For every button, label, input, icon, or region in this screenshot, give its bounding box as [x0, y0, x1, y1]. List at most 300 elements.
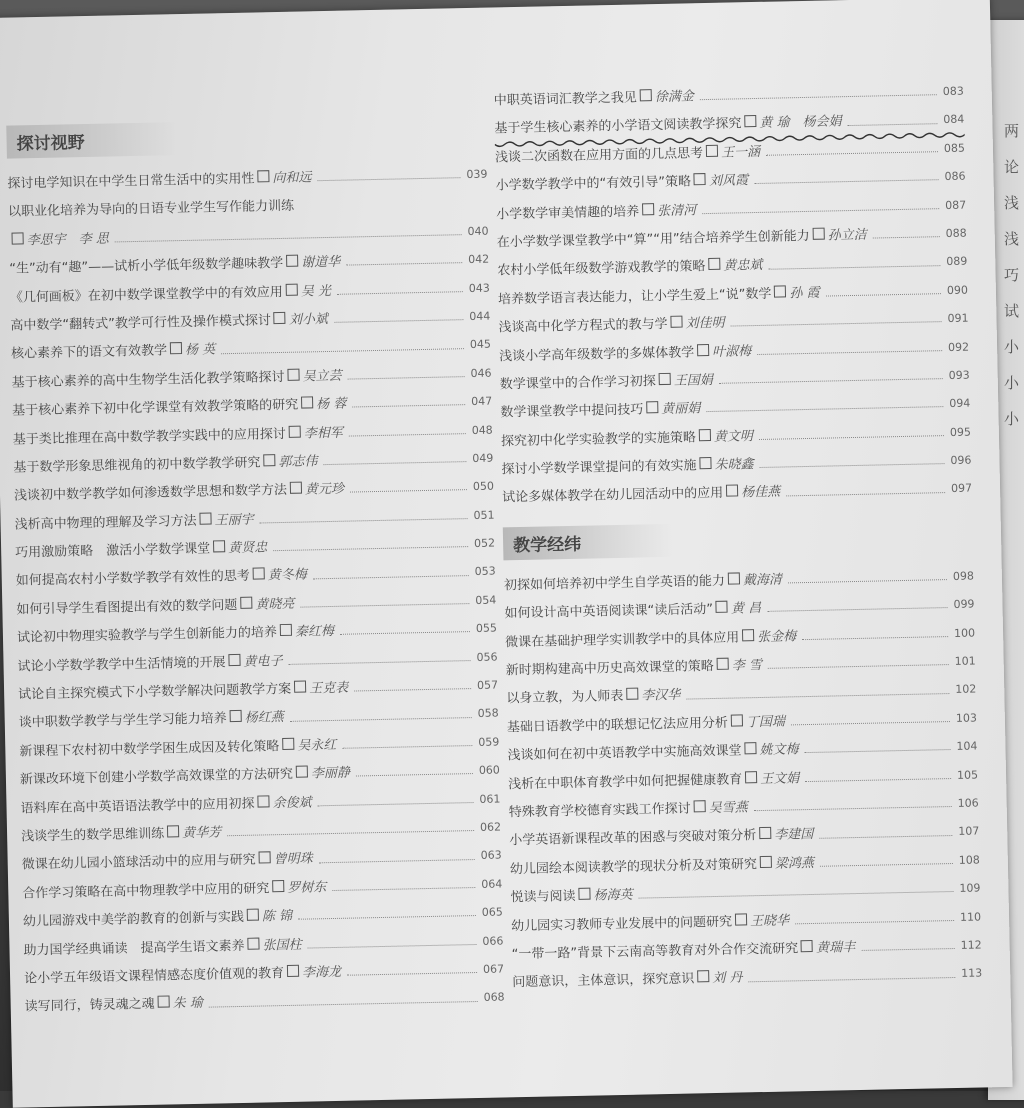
entry-title: 浅谈初中数学教学如何渗透数学思想和数学方法: [13, 483, 288, 504]
entry-page-number: 054: [475, 593, 497, 607]
entry-page-number: 109: [959, 881, 981, 896]
leader-dots: [748, 976, 955, 982]
entry-author: 秦红梅: [294, 624, 335, 640]
entry-title: 小学数学审美情趣的培养: [496, 204, 640, 223]
entry-author: 刘佳明: [685, 315, 725, 332]
entry-author: 王晓华: [749, 913, 790, 929]
entry-author: 朱晓鑫: [714, 457, 754, 474]
entry-author: 黄晓亮: [255, 596, 295, 613]
separator-box-icon: [728, 572, 740, 584]
entry-page-number: 113: [961, 966, 983, 981]
entry-author: 吴永红: [297, 737, 337, 754]
separator-box-icon: [247, 909, 259, 921]
leader-dots: [227, 829, 474, 836]
entry-page-number: 110: [959, 909, 982, 924]
next-page-fragment: 小: [1004, 338, 1020, 356]
entry-author: 梁鸿燕: [774, 855, 815, 872]
entry-page-number: 049: [472, 451, 494, 465]
entry-title: 探究初中化学实验教学的实施策略: [500, 429, 697, 450]
entry-author: 黄 昌: [730, 601, 762, 617]
entry-author: 王克表: [308, 680, 349, 697]
separator-box-icon: [626, 688, 638, 700]
leader-dots: [313, 574, 469, 579]
entry-title: 试论多媒体教学在幼儿园活动中的应用: [502, 486, 724, 506]
leader-dots: [273, 545, 468, 551]
left-column: [6, 110, 505, 1025]
entry-title: 农村小学低年级数学游戏教学的策略: [497, 259, 706, 279]
entry-author: 杨佳燕: [740, 485, 781, 501]
entry-author: 黄忠斌: [723, 258, 763, 275]
separator-box-icon: [578, 888, 590, 900]
entry-author: 丁国瑞: [745, 714, 786, 731]
leader-dots: [308, 943, 477, 949]
entry-title: 幼儿园实习教师专业发展中的问题研究: [510, 914, 733, 934]
separator-box-icon: [760, 856, 772, 868]
separator-box-icon: [253, 568, 265, 580]
entry-page-number: 048: [471, 423, 493, 437]
entry-author: 李丽静: [310, 765, 351, 782]
entry-author: 曾明珠: [273, 851, 313, 868]
leader-dots: [346, 262, 462, 266]
entry-author: 王一涵: [720, 144, 761, 161]
entry-title: 合作学习策略在高中物理教学中应用的研究: [22, 881, 270, 902]
separator-box-icon: [280, 624, 292, 636]
separator-box-icon: [11, 232, 23, 244]
entry-page-number: 101: [954, 654, 976, 668]
leader-dots: [768, 264, 940, 270]
leader-dots: [209, 1000, 478, 1008]
entry-page-number: 108: [958, 853, 980, 867]
entry-page-number: 092: [947, 340, 970, 354]
entry-author: 王文娟: [759, 770, 800, 787]
leader-dots: [298, 914, 476, 920]
entry-author: 吴雪燕: [708, 800, 748, 817]
entry-page-number: 039: [466, 167, 488, 182]
separator-box-icon: [274, 312, 286, 324]
entry-page-number: 053: [474, 565, 496, 579]
entry-author: 罗树东: [287, 879, 327, 896]
entry-title: 《几何画板》在初中数学课堂教学中的有效应用: [9, 284, 283, 306]
separator-box-icon: [286, 283, 298, 295]
entry-author: 吴 光: [300, 283, 332, 300]
leader-dots: [788, 578, 947, 583]
entry-page-number: 094: [949, 396, 971, 411]
entry-page-number: 042: [468, 252, 490, 267]
entry-page-number: 043: [468, 281, 490, 295]
separator-box-icon: [289, 425, 301, 437]
entry-page-number: 057: [476, 678, 499, 692]
entry-author: 杨海英: [593, 887, 633, 904]
entry-page-number: 095: [949, 425, 972, 439]
entry-page-number: 096: [950, 453, 972, 468]
entry-title: 语料库在高中英语语法教学中的应用初探: [20, 796, 255, 817]
separator-box-icon: [699, 429, 711, 441]
next-page-fragment: 浅: [1004, 230, 1020, 248]
leader-dots: [820, 862, 953, 867]
leader-dots: [795, 919, 954, 924]
separator-box-icon: [257, 795, 269, 807]
entry-author: 黄冬梅: [267, 567, 307, 584]
toc-list: [7, 163, 505, 1025]
entry-author: 王国娟: [673, 372, 713, 389]
entry-author: 黄丽娟: [661, 401, 701, 418]
entry-title: 高中数学“翻转式”教学可行性及操作模式探讨: [10, 313, 272, 334]
entry-title: 培养数学语言表达能力，让小学生爱上“说”数学: [497, 286, 772, 308]
entry-title: 如何设计高中英语阅读课“读后活动”: [504, 602, 714, 622]
leader-dots: [350, 489, 467, 493]
entry-author: 孙 霞: [789, 285, 820, 302]
entry-title: 新时期构建高中历史高效课堂的策略: [505, 659, 714, 679]
leader-dots: [342, 744, 472, 749]
separator-box-icon: [801, 940, 813, 952]
entry-page-number: 112: [960, 938, 982, 952]
entry-title: 初探如何培养初中学生自学英语的能力: [503, 573, 726, 594]
leader-dots: [300, 602, 469, 608]
entry-page-number: 100: [953, 626, 976, 640]
entry-page-number: 045: [469, 337, 492, 352]
separator-box-icon: [717, 658, 729, 670]
leader-dots: [352, 403, 465, 407]
entry-title: 悦读与阅读: [510, 889, 576, 906]
entry-author: 刘 丹: [712, 970, 743, 987]
leader-dots: [702, 207, 939, 214]
entry-page-number: 047: [471, 394, 493, 409]
leader-dots: [348, 375, 465, 379]
separator-box-icon: [731, 714, 743, 726]
entry-author: 杨红燕: [244, 710, 284, 727]
leader-dots: [323, 460, 466, 465]
separator-box-icon: [290, 482, 302, 494]
leader-dots: [767, 607, 947, 613]
next-page-fragment: 小: [1004, 410, 1020, 428]
entry-title: 基于核心素养的高中生物学生活化教学策略探讨: [11, 369, 285, 391]
leader-dots: [719, 377, 943, 384]
separator-box-icon: [726, 485, 738, 497]
toc-list: [504, 564, 983, 1000]
entry-author: 张金梅: [756, 628, 797, 645]
entry-title: 试论自主探究模式下小学数学解决问题教学方案: [18, 681, 292, 703]
entry-title: 论小学五年级语文课程情感态度价值观的教育: [23, 965, 285, 987]
next-page-fragment: 论: [1004, 158, 1020, 176]
leader-dots: [221, 347, 464, 354]
entry-title: 新课改环境下创建小学数学高效课堂的方法研究: [19, 767, 294, 788]
entry-page-number: 106: [957, 796, 979, 810]
entry-author: 黄电子: [243, 653, 283, 670]
separator-box-icon: [745, 771, 757, 783]
entry-page-number: 107: [958, 824, 980, 839]
entry-author: 黄元珍: [304, 481, 345, 498]
separator-box-icon: [659, 373, 671, 385]
leader-dots: [318, 801, 474, 806]
entry-author: 黄文明: [713, 428, 754, 445]
entry-page-number: 103: [955, 711, 978, 725]
separator-box-icon: [286, 255, 298, 267]
separator-box-icon: [282, 738, 294, 750]
leader-dots: [873, 235, 940, 238]
entry-title: 以身立教，为人师表: [506, 689, 624, 707]
entry-page-number: 090: [946, 283, 969, 297]
entry-title: 浅谈小学高年级数学的多媒体教学: [499, 344, 695, 364]
separator-box-icon: [708, 258, 720, 270]
separator-box-icon: [170, 342, 182, 354]
entry-title: 微课在幼儿园小篮球活动中的应用与研究: [21, 852, 256, 873]
separator-box-icon: [742, 629, 754, 641]
next-page-fragment: 两: [1004, 122, 1020, 140]
separator-box-icon: [287, 368, 299, 380]
separator-box-icon: [263, 454, 275, 466]
leader-dots: [848, 122, 938, 126]
entry-title: 基于核心素养下初中化学课堂有效教学策略的研究: [12, 397, 299, 419]
separator-box-icon: [213, 540, 225, 552]
leader-dots: [337, 290, 463, 295]
entry-title: 中职英语词汇教学之我见: [493, 90, 637, 109]
entry-author: 黄瑞丰: [815, 940, 856, 956]
leader-dots: [760, 462, 945, 468]
separator-box-icon: [697, 344, 709, 356]
entry-title: 数学课堂中的合作学习初探: [499, 374, 656, 393]
leader-dots: [757, 349, 942, 355]
separator-box-icon: [670, 316, 682, 328]
entry-title: 浅谈高中化学方程式的教与学: [498, 317, 668, 336]
entry-author: 李建国: [774, 827, 814, 844]
entry-title: 基于类比推理在高中数学教学实践中的应用探讨: [12, 426, 286, 448]
entry-page-number: 099: [953, 597, 975, 612]
entry-title: 幼儿园游戏中美学韵教育的创新与实践: [22, 910, 245, 930]
entry-title: 探讨小学数学课堂提问的有效实施: [501, 458, 697, 478]
leader-dots: [700, 93, 937, 100]
entry-author: 戴海清: [742, 572, 783, 589]
separator-box-icon: [158, 996, 170, 1008]
entry-title: 核心素养下的语文有效教学: [10, 343, 168, 362]
entry-title: 小学英语新课程改革的困惑与突破对策分析: [509, 828, 757, 849]
leader-dots: [289, 659, 471, 665]
entry-page-number: 088: [945, 226, 967, 240]
entry-author: 刘小斌: [288, 311, 329, 328]
separator-box-icon: [694, 800, 706, 812]
entry-page-number: 060: [478, 763, 501, 778]
separator-box-icon: [296, 766, 308, 778]
entry-title: 基于数学形象思维视角的初中数学教学研究: [13, 455, 261, 476]
separator-box-icon: [646, 401, 658, 413]
leader-dots: [115, 233, 462, 242]
entry-page-number: 083: [942, 84, 964, 99]
entry-author: 李汉华: [641, 688, 681, 704]
entry-page-number: 064: [481, 877, 503, 891]
entry-author: 张国柱: [262, 937, 302, 954]
separator-box-icon: [228, 654, 240, 666]
separator-box-icon: [240, 596, 252, 608]
leader-dots: [686, 692, 949, 700]
separator-box-icon: [230, 710, 242, 722]
entry-page-number: 062: [479, 820, 502, 834]
section-heading: 探讨视野: [6, 122, 177, 159]
separator-box-icon: [744, 742, 756, 754]
separator-box-icon: [257, 170, 269, 182]
entry-page-number: 068: [483, 990, 505, 1005]
separator-box-icon: [694, 173, 706, 185]
leader-dots: [759, 434, 944, 440]
entry-title: 特殊教育学校德育实践工作探讨: [508, 801, 691, 821]
leader-dots: [766, 150, 938, 156]
leader-dots: [802, 635, 948, 640]
entry-title: 基础日语教学中的联想记忆法应用分析: [506, 715, 729, 736]
entry-page-number: 097: [950, 482, 973, 496]
entry-author: 黄 瑜 杨会娟: [759, 114, 842, 132]
entry-title: 助力国学经典诵读 提高学生语文素养: [23, 938, 245, 959]
separator-box-icon: [759, 827, 771, 839]
leader-dots: [731, 320, 942, 326]
entry-author: 杨 英: [184, 342, 216, 359]
entry-page-number: 087: [944, 198, 967, 212]
leader-dots: [819, 834, 952, 839]
leader-dots: [639, 890, 954, 899]
entry-author: 李相军: [303, 425, 343, 442]
entry-title: 以职业化培养为导向的日语专业学生写作能力训练: [7, 199, 295, 221]
entry-page-number: 040: [467, 224, 489, 238]
entry-title: 如何引导学生看图提出有效的数学问题: [16, 597, 238, 618]
entry-author: 刘风霞: [708, 173, 749, 190]
entry-author: 姚文梅: [759, 742, 799, 759]
leader-dots: [319, 858, 475, 863]
leader-dots: [754, 805, 952, 811]
toc-list: [494, 80, 973, 516]
leader-dots: [332, 886, 475, 891]
leader-dots: [349, 432, 466, 436]
separator-box-icon: [294, 681, 306, 693]
entry-page-number: 098: [952, 569, 975, 583]
separator-box-icon: [735, 913, 747, 925]
separator-box-icon: [716, 601, 728, 613]
separator-box-icon: [287, 965, 299, 977]
entry-author: 谢道华: [300, 254, 341, 271]
leader-dots: [354, 687, 471, 691]
leader-dots: [347, 971, 477, 976]
next-page-fragment: 小: [1004, 374, 1020, 392]
entry-author: 李思宇 李 思: [26, 231, 109, 249]
entry-author: 黄华芳: [181, 825, 222, 842]
entry-page-number: 055: [475, 621, 498, 636]
entry-title: “一带一路”背景下云南高等教育对外合作交流研究: [511, 941, 799, 963]
leader-dots: [260, 517, 468, 523]
leader-dots: [706, 406, 943, 413]
entry-author: 黄贤忠: [228, 540, 268, 557]
entry-page-number: 085: [943, 141, 966, 155]
separator-box-icon: [699, 457, 711, 469]
entry-page-number: 104: [956, 739, 978, 754]
entry-page-number: 063: [480, 848, 502, 863]
entry-page-number: 046: [470, 366, 492, 380]
entry-author: 余俊斌: [272, 795, 312, 811]
entry-title: 试论初中物理实验教学与学生创新能力的培养: [16, 625, 278, 646]
entry-author: 陈 锦: [261, 909, 293, 925]
entry-title: 浅谈学生的数学思维训练: [21, 826, 165, 845]
separator-box-icon: [640, 89, 652, 101]
leader-dots: [826, 292, 941, 296]
entry-page-number: 065: [481, 905, 503, 920]
entry-page-number: 061: [479, 792, 501, 806]
entry-title: 浅谈如何在初中英语教学中实施高效课堂: [507, 743, 742, 764]
leader-dots: [805, 777, 951, 782]
entry-title: 小学数学教学中的“有效引导”策略: [495, 174, 692, 194]
leader-dots: [334, 318, 464, 323]
entry-title: 数学课堂教学中提问技巧: [500, 402, 644, 421]
entry-title: 幼儿园绘本阅读教学的现状分析及对策研究: [509, 856, 758, 878]
leader-dots: [356, 772, 473, 776]
entry-author: 叶淑梅: [712, 343, 752, 360]
entry-title: 新课程下农村初中数学学困生成因及转化策略: [19, 738, 280, 760]
entry-page-number: 052: [473, 536, 496, 551]
entry-title: 巧用激励策略 激活小学数学课堂: [15, 541, 211, 561]
leader-dots: [754, 179, 939, 185]
entry-title: 浅谈二次函数在应用方面的几点思考: [494, 145, 704, 166]
entry-author: 吴立芸: [302, 368, 342, 385]
leader-dots: [805, 748, 951, 753]
entry-title: 谈中职数学教学与学生学习能力培养: [18, 711, 227, 731]
next-page-fragment: 试: [1004, 302, 1020, 320]
entry-title: 问题意识，主体意识，探究意识: [512, 971, 695, 991]
leader-dots: [768, 663, 949, 669]
right-column: [494, 80, 983, 1000]
entry-author: 向和远: [272, 170, 312, 187]
separator-box-icon: [247, 937, 259, 949]
entry-author: 郭志伟: [278, 454, 318, 470]
entry-author: 朱 瑜: [172, 996, 204, 1012]
entry-page-number: 044: [469, 309, 491, 323]
entry-title: 读写同行，铸灵魂之魂: [24, 997, 155, 1015]
leader-dots: [861, 947, 955, 951]
next-page-fragment: 浅: [1004, 194, 1020, 212]
section-heading: 教学经纬: [503, 524, 674, 561]
leader-dots: [317, 176, 460, 181]
leader-dots: [791, 720, 950, 725]
entry-page-number: 084: [943, 113, 965, 127]
entry-author: 徐满金: [654, 89, 694, 106]
entry-page-number: 059: [478, 735, 500, 749]
separator-box-icon: [774, 285, 786, 297]
separator-box-icon: [813, 228, 825, 240]
entry-title: 浅析在中职体育教学中如何把握健康教育: [508, 772, 743, 792]
separator-box-icon: [301, 396, 313, 408]
entry-page-number: 102: [955, 682, 977, 697]
entry-title: 试论小学数学教学中生活情境的开展: [17, 654, 226, 675]
entry-page-number: 086: [944, 169, 966, 184]
entry-author: 李 雪: [731, 658, 763, 674]
entry-title: 如何提高农村小学数学教学有效性的思考: [15, 569, 250, 590]
entry-title: 探讨电学知识在中学生日常生活中的实用性: [7, 171, 255, 192]
entry-page-number: 089: [946, 254, 968, 269]
entry-page-number: 056: [476, 650, 498, 664]
entry-title: 微课在基础护理学实训教学中的具体应用: [505, 630, 740, 650]
entry-page-number: 105: [956, 768, 979, 782]
next-page-fragment: 巧: [1004, 266, 1020, 284]
entry-title: 基于学生核心素养的小学语文阅读教学探究: [494, 116, 742, 137]
entry-page-number: 051: [473, 508, 495, 522]
entry-author: 孙立洁: [827, 227, 867, 244]
separator-box-icon: [199, 512, 211, 524]
entry-page-number: 066: [482, 933, 504, 948]
separator-box-icon: [706, 145, 718, 157]
entry-page-number: 091: [947, 311, 969, 326]
entry-page-number: 093: [948, 368, 970, 382]
separator-box-icon: [642, 203, 654, 215]
entry-page-number: 058: [477, 706, 499, 721]
entry-author: 王丽宇: [214, 512, 254, 529]
entry-page-number: 067: [482, 962, 505, 976]
entry-page-number: 050: [472, 479, 495, 494]
entry-author: 李海龙: [301, 964, 342, 981]
leader-dots: [290, 716, 472, 722]
separator-box-icon: [697, 970, 709, 982]
